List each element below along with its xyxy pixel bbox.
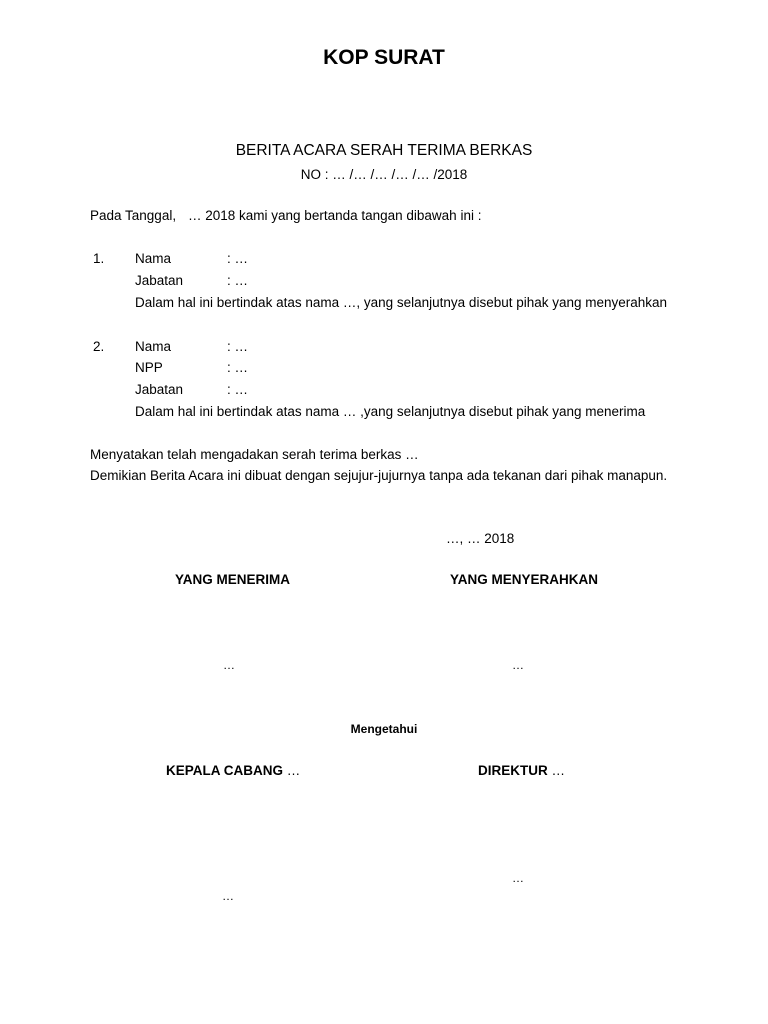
director-label: DIREKTUR <box>478 763 548 778</box>
branch-head-label: KEPALA CABANG <box>166 763 283 778</box>
intro-label: Pada Tanggal, <box>90 208 177 223</box>
party2-field-value: : … <box>227 382 249 397</box>
party2-statement: Dalam hal ini bertindak atas nama … ,yang selanjutnya disebut pihak yang menerima <box>135 404 646 419</box>
director-name: … <box>512 871 524 885</box>
director-suffix: … <box>551 763 566 778</box>
receiver-name: … <box>223 658 235 672</box>
closing-line-1: Menyatakan telah mengadakan serah terima berkas … <box>90 447 419 462</box>
intro-text: … 2018 kami yang bertanda tangan dibawah ini : <box>188 208 482 223</box>
director-title <box>478 763 565 778</box>
party2-field-label: NPP <box>135 360 163 375</box>
giver-label: YANG MENYERAHKAN <box>450 572 599 587</box>
party1-field-value: : … <box>227 251 249 266</box>
letterhead-title: KOP SURAT <box>323 46 445 69</box>
party1-field-label: Nama <box>135 251 172 266</box>
giver-name: … <box>512 658 524 672</box>
party1-field-value: : … <box>227 273 249 288</box>
party2-field-value: : … <box>227 360 249 375</box>
branch-head-title <box>166 763 300 778</box>
party2-number: 2. <box>93 339 105 354</box>
document-number: NO : … /… /… /… /… /2018 <box>300 167 468 182</box>
branch-head-suffix: … <box>286 763 301 778</box>
document-title: BERITA ACARA SERAH TERIMA BERKAS <box>235 142 533 159</box>
party2-field-label: Jabatan <box>135 382 184 397</box>
place-date: …, … 2018 <box>446 531 515 546</box>
party2-field-value: : … <box>227 339 249 354</box>
closing-line-2: Demikian Berita Acara ini dibuat dengan sejujur-jujurnya tanpa ada tekanan dari pihak manapun. <box>90 468 668 483</box>
party1-statement: Dalam hal ini bertindak atas nama …, yang selanjutnya disebut pihak yang menyerahkan <box>135 295 668 310</box>
party1-number: 1. <box>93 251 105 266</box>
branch-head-name: … <box>222 889 234 903</box>
receiver-label: YANG MENERIMA <box>175 572 291 587</box>
party1-field-label: Jabatan <box>135 273 184 288</box>
acknowledged-label: Mengetahui <box>350 722 418 736</box>
party2-field-label: Nama <box>135 339 172 354</box>
